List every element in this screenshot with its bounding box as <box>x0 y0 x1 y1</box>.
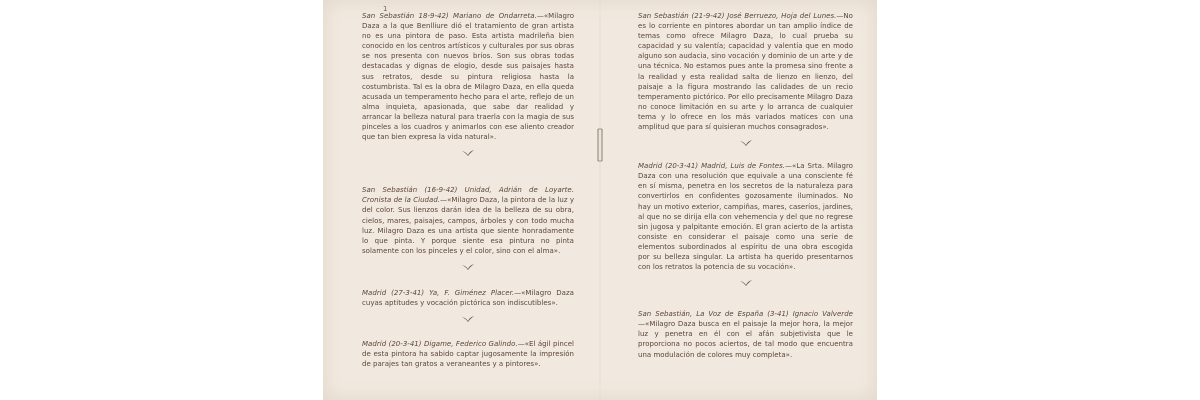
review-text: —«Milagro Daza a la que Benlliure dió el tratamiento de gran artista no es una pintora de paso. Esta artista madrileña bien conocido en los centros artísticos y culturales por sus obras se nos presenta con nuevos bríos. Son sus obras todas destacadas y dignas de elogio, desde sus paisajes hasta sus retratos, desde su pintura religiosa hasta la costumbrista. Tal es la obra de Milagro Daza, en ella queda acusada un temperamento hecho para el arte, reflejo de un alma inquieta, apasionada, que sabe dar realidad y arrancar la belleza natural para traerla con la magia de sus pinceles a los cuadros y animarlos con ese aliento creador que tan bien expresa la vida natural». <box>362 12 574 142</box>
review-fontes <box>638 161 853 272</box>
bird-ornament-icon <box>739 279 753 287</box>
booklet-spread <box>323 0 877 400</box>
review-valverde <box>638 309 853 359</box>
review-heading: San Sebastián (16-9-42) Unidad, Adrián de Loyarte. Cronista de la Ciudad. <box>362 186 574 205</box>
review-heading: Madrid (27-3-41) Ya, F. Giménez Placer. <box>362 288 515 297</box>
review-text: —«Milagro Daza busca en el paisaje la mejor hora, la mejor luz y penetra en él con el afán subjetivista que le proporciona no pocos aciertos, de tal modo que encuentra una modulación de colores muy completa». <box>638 320 853 359</box>
bird-ornament-icon <box>461 149 475 157</box>
review-loyarte <box>362 185 574 256</box>
review-ondarreta <box>362 11 574 142</box>
bird-ornament-icon <box>461 263 475 271</box>
bird-ornament-icon <box>739 139 753 147</box>
review-gimenez-placer <box>362 288 574 308</box>
review-text: —«Milagro Daza cuyas aptitudes y vocación pictórica son indiscutibles». <box>362 288 574 307</box>
review-heading: San Sebastián 18-9-42) Mariano de Ondarreta. <box>362 12 537 20</box>
review-heading: Madrid (20-3-41) Digame, Federico Galindo. <box>362 340 518 349</box>
review-text: —No es lo corriente en pintores abordar un tan amplio índice de temas como ofrece Milagro Daza, lo cual prueba su capacidad y su valentía; capacidad y valentía que en modo alguno son audacia, sino vocación y dominio de un arte y de una técnica. No estamos pues ante la promesa sino frente a la realidad y esta realidad salta de lienzo en lienzo, del paisaje a la figura mostrando las calidades de un recio temperamento pictórico. Por ello precisamente Milagro Daza no conoce limitación en su arte y lo arranca de cualquier tema y lo ofrece en los más variados matices con una amplitud que para sí quisieran muchos consagrados». <box>638 12 853 132</box>
left-page <box>323 0 600 400</box>
review-heading: San Sebastián (21-9-42) José Berruezo, Hoja del Lunes. <box>638 12 837 20</box>
page-mark: 1 <box>383 5 388 13</box>
review-heading: Madrid (20-3-41) Madrid, Luis de Fontes. <box>638 162 785 171</box>
right-page <box>600 0 877 400</box>
review-galindo <box>362 339 574 369</box>
review-heading: San Sebastián, La Voz de España (3-41) Ignacio Valverde <box>638 310 853 319</box>
review-text: —«Milagro Daza, la pintora de la luz y del color. Sus lienzos darán idea de la belleza de su obra, cielos, mares, paisajes, campos, árboles y con todo mucha luz. Milagro Daza es una artista que siente honradamente lo que pinta. Y porque siente esa pintura no pinta solamente con los pinceles y el color, sino con el alma». <box>362 196 574 255</box>
review-text: —«El ágil pincel de esta pintora ha sabido captar jugosamente la impresión de parajes tan gratos a veraneantes y a pintores». <box>362 340 574 369</box>
review-berruezo <box>638 11 853 132</box>
review-text: —«La Srta. Milagro Daza con una resolución que equivale a una consciente fé en sí misma, penetra en los secretos de la naturaleza para convertirlos en confidentes gozosamente iluminados. No hay un motivo exterior, campiñas, mares, caseríos, jardines, al que no se dirija ella con vehemencia y del que no regrese sin jugosa y palpitante emoción. El gran acierto de la artista consiste en considerar el paisaje como una serie de elementos subordinados al espíritu de una obra escogida por su belleza singular. La artista ha querido presentarnos con los retratos la potencia de su vocación». <box>638 162 853 272</box>
bird-ornament-icon <box>461 315 475 323</box>
